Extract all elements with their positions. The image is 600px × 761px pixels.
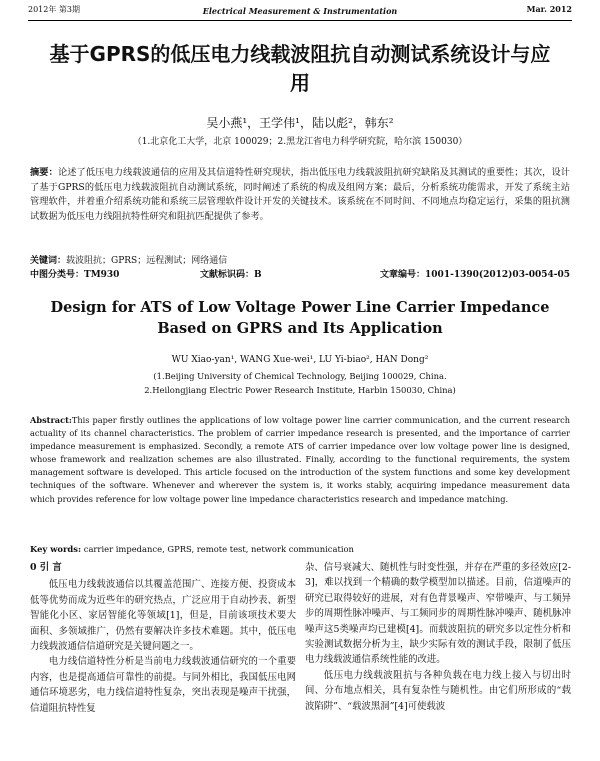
paragraph: 低压电力线载波阻抗与各种负载在电力线上接入与切出时间、分布地点相关，具有复杂性与随机性。由它们所形成的“载波陷阱”、“载波黑洞”[4]可使载波	[305, 669, 571, 712]
keywords-en-label: Key words:	[30, 544, 82, 554]
section-heading: 0 引 言	[30, 562, 62, 573]
title-zh: 基于GPRS的低压电力线载波阻抗自动测试系统设计与应用	[49, 42, 551, 95]
article-number: 文章编号：1001-1390(2012)03-0054-05	[380, 270, 570, 280]
affiliation-en-1: (1.Beijing University of Chemical Technology, Beijing 100029, China.	[153, 371, 447, 381]
abstract-en	[30, 414, 570, 506]
abstract-en-label: Abstract:	[30, 415, 72, 425]
body-left-column	[30, 560, 296, 716]
issue-date: Mar. 2012	[526, 4, 572, 14]
abstract-zh-text: 论述了低压电力线载波通信的应用及其信道特性研究现状，指出低压电力线载波阻抗研究缺陷及其测试的重要性；其次，设计了基于GPRS的低压电力线载波阻抗自动测试系统，同时阐述了系统的构成及组网方案；最后，分析系统功能需求，开发了系统主站管理软件，并着重介绍系统功能和系统三层管理软件设计开发的关键技术。该系统在不同时间、不同地点均稳定运行，采集的阻抗测试数据为低压电力线阻抗特性研究和阻抗匹配提供了参考。	[30, 167, 570, 222]
clc-number: 中图分类号：TM930	[30, 270, 120, 280]
keywords-zh-text: 载波阻抗；GPRS；远程测试；网络通信	[66, 256, 228, 266]
document-code: 文献标识码：B	[200, 270, 262, 280]
issue-label: 2012年 第3期	[28, 5, 80, 14]
affiliation-en-2: 2.Heilongjiang Electric Power Research Institute, Harbin 150030, China)	[144, 385, 456, 395]
affiliations-en	[0, 369, 600, 397]
header-rule	[28, 20, 572, 21]
affiliations-zh: （1.北京化工大学，北京 100029；2.黑龙江省电力科学研究院，哈尔滨 150030）	[132, 137, 468, 147]
paragraph: 低压电力线载波通信以其覆盖范围广、连接方便、投资成本低等优势而成为近些年的研究热点，广泛应用于自动抄表、新型智能化小区、家居智能化等领域[1]，但是，目前该项技术要大面积、多领域推广，仍然有要解决许多技术难题。其中，低压电力线载波通信信道研究是关键问题之一。	[30, 579, 296, 653]
keywords-en	[30, 544, 570, 554]
paragraph: 杂、信号衰减大、随机性与时变性强，并存在严重的多径效应[2-3]，难以找到一个精确的数学模型加以描述。目前，信道噪声的研究已取得较好的进展，对有色背景噪声、窄带噪声、与工频异步的周期性脉冲噪声、与工频同步的周期性脉冲噪声、随机脉冲噪声这5类噪声均已建模[4]。而载波阻抗的研究多以定性分析和实验测试数据分析为主，缺少实际有效的测试手段，限制了低压电力线载波通信系统性能的改进。	[305, 562, 571, 666]
authors-zh: 吴小燕¹，王学伟¹，陆以彪²，韩东²	[206, 116, 394, 130]
authors-en: WU Xiao-yan¹, WANG Xue-wei¹, LU Yi-biao², HAN Dong²	[171, 355, 429, 365]
title-en: Design for ATS of Low Voltage Power Line Carrier Impedance Based on GPRS and Its Application	[50, 299, 550, 337]
journal-name: Electrical Measurement & Instrumentation	[202, 6, 398, 16]
body-right-column	[305, 560, 571, 714]
keywords-zh	[30, 253, 570, 266]
abstract-zh-label: 摘要：	[30, 167, 58, 178]
classification-row	[30, 267, 570, 280]
keywords-en-text: carrier impedance, GPRS, remote test, network communication	[83, 544, 354, 554]
paragraph: 电力线信道特性分析是当前电力线载波通信研究的一个重要内容，也是提高通信可靠性的前提。与同外相比，我国低压电网通信环境恶劣，电力线信道特性复杂，突出表现是噪声干扰强，信道阻抗特性复	[30, 656, 296, 714]
keywords-zh-label: 关键词：	[30, 256, 67, 266]
running-header	[28, 0, 572, 20]
abstract-en-text: This paper firstly outlines the applications of low voltage power line carrier communication, and the current research actuality of its channel characteristics. The problem of carrier impedance research is presented, and the importance of carrier impedance measurement is emphasized. Secondly, a remote ATS of carrier impedance over low voltage power line is designed, whose framework and realization schemes are also illustrated. Finally, according to the functional requirements, the system management software is developed. This article focused on the introduction of the system functions and some key development techniques of the software. Whenever and wherever the system is, it works stably, acquiring impedance measurement data which provides reference for low voltage power line impedance characteristics research and impedance matching.	[30, 415, 570, 504]
abstract-zh	[30, 166, 570, 224]
